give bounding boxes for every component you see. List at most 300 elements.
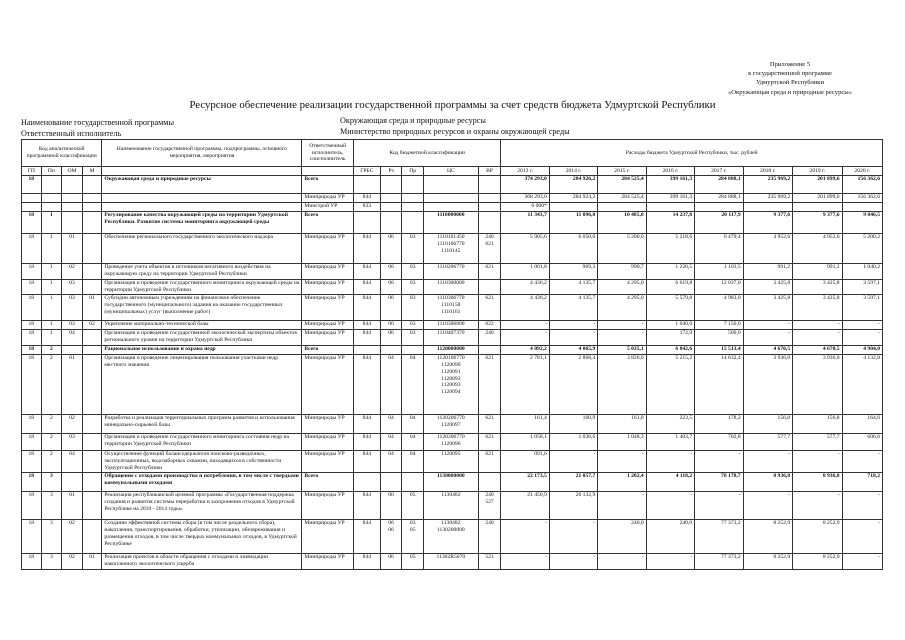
table-cell: 4 295,0 [598, 294, 646, 320]
table-cell: 284 926,2 [549, 176, 597, 194]
table-cell: 844 [353, 329, 380, 345]
table-cell: 3 425,8 [743, 280, 792, 295]
table-cell: - [842, 519, 882, 553]
table-cell: 500,0 [695, 329, 743, 345]
table-cell: 621 [478, 264, 501, 280]
table-row [22, 294, 883, 320]
table-cell [102, 203, 302, 212]
table-cell: 1 [41, 329, 62, 345]
table-cell: 172,9 [646, 329, 694, 345]
table-cell: - [743, 320, 792, 329]
table-cell: 521 [478, 553, 501, 569]
table-cell: 161,8 [598, 414, 646, 433]
table-cell [82, 329, 102, 345]
appendix-line: к государственной программе [748, 70, 832, 78]
table-cell: 3 [41, 472, 62, 491]
table-cell: - [549, 519, 597, 553]
table-cell: - [501, 329, 549, 345]
table-cell [402, 345, 424, 354]
table-cell: 1130482 [424, 491, 479, 519]
table-row [22, 354, 883, 414]
table-cell: 06 [380, 264, 402, 280]
table-cell: - [501, 320, 549, 329]
column-header: Пп [41, 167, 62, 176]
table-cell [82, 354, 102, 414]
table-cell: 03 05 [402, 519, 424, 553]
table-cell: - [549, 553, 597, 569]
table-cell [82, 212, 102, 234]
column-header: ГРБС [353, 167, 380, 176]
table-cell: - [598, 553, 646, 569]
table-cell: - [501, 553, 549, 569]
table-cell: 240,0 [646, 519, 694, 553]
table-cell: 1120106770 1120090 1120091 1120092 1120093 1120094 [424, 354, 479, 414]
table-cell: 1 040,0 [646, 320, 694, 329]
table-row [22, 176, 883, 194]
table-cell: 990,7 [598, 264, 646, 280]
table-cell: 1 [41, 280, 62, 295]
table-cell: 621 [478, 433, 501, 450]
table-cell: 03 [62, 280, 83, 295]
table-cell: 03 [402, 234, 424, 264]
table-cell [82, 203, 102, 212]
table-cell: 156 362,6 [842, 176, 882, 194]
table-cell: Минприроды УР [302, 194, 354, 203]
table-cell: 18 [22, 176, 42, 194]
table-cell: 06 [380, 280, 402, 295]
table-cell: 18 [22, 491, 42, 519]
table-cell: - [501, 519, 549, 553]
column-header-empty [102, 167, 302, 176]
table-row [22, 345, 883, 354]
table-cell: 844 [353, 553, 380, 569]
table-cell: 844 [353, 280, 380, 295]
table-cell: 18 [22, 472, 42, 491]
table-cell [41, 194, 62, 203]
table-cell [424, 176, 479, 194]
table-cell: Минприроды УР [302, 280, 354, 295]
table-row [22, 553, 883, 569]
table-cell [62, 176, 83, 194]
table-cell: - [646, 491, 694, 519]
table-cell: 4 132,8 [842, 354, 882, 414]
table-cell: 156,8 [743, 414, 792, 433]
table-cell: 14 237,8 [646, 212, 694, 234]
table-row [22, 264, 883, 280]
table-cell: 01 [62, 234, 83, 264]
table-cell: 18 [22, 294, 42, 320]
table-cell: 399 161,3 [646, 176, 694, 194]
table-cell: 844 [353, 354, 380, 414]
table-cell: 844 [353, 450, 380, 472]
table-cell: 4 436,2 [501, 280, 549, 295]
table-cell [743, 203, 792, 212]
table-cell: 21 450,9 [501, 491, 549, 519]
table-cell: Реализация проектов в области обращения с отходами и ликвидации накопленного экологического ущерба [102, 553, 302, 569]
table-cell [41, 176, 62, 194]
table-cell: 06 [380, 491, 402, 519]
table-cell [380, 472, 402, 491]
table-cell: - [743, 491, 792, 519]
table-cell: 4 904,0 [842, 345, 882, 354]
table-cell: Минприроды УР [302, 234, 354, 264]
column-header: ЦС [424, 167, 479, 176]
table-cell [402, 203, 424, 212]
table-cell: 21 057,7 [549, 472, 597, 491]
table-cell [82, 433, 102, 450]
table-cell: 14 632,4 [695, 354, 743, 414]
table-row [22, 234, 883, 264]
table-cell: 240,0 [598, 519, 646, 553]
table-cell: 3 425,8 [793, 280, 842, 295]
table-cell: 844 [353, 519, 380, 553]
table-cell: - [793, 450, 842, 472]
table-cell: 01 [62, 354, 83, 414]
table-row [22, 280, 883, 295]
table-cell: 4 135,7 [549, 280, 597, 295]
table-cell [82, 194, 102, 203]
table-cell: 1 [41, 294, 62, 320]
table-cell [353, 212, 380, 234]
table-cell: Минприроды УР [302, 433, 354, 450]
header-code-class: Код аналитической программной классификации [22, 140, 102, 167]
column-header: 2018 г. [743, 167, 792, 176]
table-row [22, 320, 883, 329]
table-cell: - [793, 491, 842, 519]
table-cell [402, 194, 424, 203]
column-header: ОМ [62, 167, 83, 176]
table-cell: 04 [380, 354, 402, 414]
table-cell: 2 [41, 433, 62, 450]
table-cell: 4 952,6 [743, 234, 792, 264]
table-cell: 240 621 [478, 234, 501, 264]
table-cell: 02 [62, 519, 83, 553]
table-cell [353, 345, 380, 354]
table-cell: 6 050,0 [549, 234, 597, 264]
table-cell: 03 [402, 294, 424, 320]
table-cell: Рациональное использование и охрана недр [102, 345, 302, 354]
program-value: Окружающая среда и природные ресурсы [340, 116, 486, 125]
table-cell: 18 [22, 345, 42, 354]
table-cell: 2 [41, 414, 62, 433]
table-cell [424, 194, 479, 203]
table-cell: 3 425,8 [793, 294, 842, 320]
table-cell: 606,6 [842, 433, 882, 450]
column-header: ВР [478, 167, 501, 176]
table-cell [82, 414, 102, 433]
table-cell: 1 [41, 320, 62, 329]
table-cell: Укрепление материально-технической базы [102, 320, 302, 329]
table-cell: 3 597,1 [842, 280, 882, 295]
table-cell: - [793, 329, 842, 345]
table-cell: 201 899,6 [793, 176, 842, 194]
table-cell: 4 295,0 [598, 280, 646, 295]
table-row [22, 491, 883, 519]
table-cell: - [743, 329, 792, 345]
table-cell: 06 06 [380, 519, 402, 553]
table-cell [380, 194, 402, 203]
table-cell: 04 [402, 450, 424, 472]
table-cell: 04 [62, 450, 83, 472]
table-cell: - [549, 320, 597, 329]
table-cell: 77 373,2 [695, 519, 743, 553]
table-cell: Минприроды УР [302, 519, 354, 553]
table-cell [478, 194, 501, 203]
table-cell: 04 [380, 433, 402, 450]
table-cell: 6 842,6 [646, 345, 694, 354]
table-cell: 18 [22, 354, 42, 414]
table-cell: 04 [62, 329, 83, 345]
table-cell [41, 203, 62, 212]
table-cell: - [842, 491, 882, 519]
table-cell [22, 203, 42, 212]
column-header-empty [302, 167, 354, 176]
table-cell: 8 252,9 [793, 519, 842, 553]
table-cell: - [598, 491, 646, 519]
table-cell [380, 203, 402, 212]
table-cell: - [743, 450, 792, 472]
table-cell: Всего [302, 345, 354, 354]
table-cell: - [549, 329, 597, 345]
table-cell: Обращение с отходами производства и потребления, в том числе с твердыми коммунальными отходами [102, 472, 302, 491]
table-cell: Обеспечение регионального государственного экологического надзора [102, 234, 302, 264]
table-cell: 621 [478, 294, 501, 320]
table-cell [82, 345, 102, 354]
table-cell: 5 200,2 [842, 234, 882, 264]
table-cell: 833 [353, 203, 380, 212]
table-cell: 621 [478, 354, 501, 414]
table-cell: 01 [82, 553, 102, 569]
table-cell: Минприроды УР [302, 294, 354, 320]
appendix-line: Приложение 5 [769, 61, 811, 68]
table-cell: Организация и проведение лицензирования пользования участками недр местного значения [102, 354, 302, 414]
table-cell [82, 519, 102, 553]
table-cell [695, 203, 743, 212]
table-cell: - [842, 450, 882, 472]
table-cell: 03 [402, 329, 424, 345]
table-cell [82, 176, 102, 194]
table-cell: 4 118,2 [646, 472, 694, 491]
column-header: ГП [22, 167, 42, 176]
table-cell: Проведение учета объектов и источников негативного воздействия на окружающую среду на территории Удмуртской Республики [102, 264, 302, 280]
table-cell: 77 373,2 [695, 553, 743, 569]
table-cell: 02 [62, 264, 83, 280]
table-cell: 04 [402, 414, 424, 433]
table-cell: 6 479,4 [695, 234, 743, 264]
table-cell: 03 [402, 320, 424, 329]
table-cell [82, 234, 102, 264]
column-header: 2014 г. [549, 167, 597, 176]
table-row [22, 212, 883, 234]
table-cell: 969,3 [549, 264, 597, 280]
table-cell: 3 [41, 553, 62, 569]
table-cell: 4 092,2 [501, 345, 549, 354]
appendix-line: «Окружающая среда и природные ресурсы» [727, 88, 853, 96]
table-cell: 374 293,0 [501, 176, 549, 194]
table-cell [478, 203, 501, 212]
table-cell: - [695, 491, 743, 519]
table-cell [62, 203, 83, 212]
table-cell: 1120000000 [424, 345, 479, 354]
table-cell: 844 [353, 194, 380, 203]
table-cell: 4 135,7 [549, 294, 597, 320]
table-cell: 1 403,7 [646, 433, 694, 450]
table-cell [62, 212, 83, 234]
column-header: Рз [380, 167, 402, 176]
table-cell: 05 [402, 553, 424, 569]
table-cell: 2 [41, 450, 62, 472]
table-cell: 3 936,0 [793, 354, 842, 414]
column-header: М [82, 167, 102, 176]
table-cell [82, 472, 102, 491]
table-cell: 284 888,1 [695, 176, 743, 194]
table-cell: 4 983,0 [695, 294, 743, 320]
table-cell [478, 176, 501, 194]
table-cell [646, 203, 694, 212]
table-cell: - [598, 450, 646, 472]
table-cell [82, 491, 102, 519]
table-cell: 178,2 [695, 414, 743, 433]
table-cell: 091,6 [501, 450, 549, 472]
table-cell: 22 173,5 [501, 472, 549, 491]
table-cell: 1110306770 1110158 1110161 [424, 294, 479, 320]
table-cell [102, 194, 302, 203]
table-cell: Минприроды УР [302, 450, 354, 472]
table-cell: 235 969,2 [743, 194, 792, 203]
table-cell: 15 513,4 [695, 345, 743, 354]
table-cell: Минприроды УР [302, 354, 354, 414]
table-cell: 3 [41, 491, 62, 519]
column-header: 2020 г. [842, 167, 882, 176]
table-cell: 18 [22, 320, 42, 329]
table-cell: 02 [62, 414, 83, 433]
table-cell: 01 [62, 491, 83, 519]
table-cell: 1 [41, 212, 62, 234]
table-cell: 78 178,7 [695, 472, 743, 491]
table-cell: 844 [353, 320, 380, 329]
table-row [22, 329, 883, 345]
table-cell [62, 194, 83, 203]
table-cell: 2 [41, 345, 62, 354]
table-cell: 3 826,0 [598, 354, 646, 414]
table-cell: 3 936,0 [743, 354, 792, 414]
table-cell: 3 425,8 [743, 294, 792, 320]
table-cell: 240 527 [478, 491, 501, 519]
table-cell: 03 [62, 320, 83, 329]
table-cell: 1110101450 1110106770 1110145 [424, 234, 479, 264]
table-cell: 03 [62, 433, 83, 450]
table-cell: 235 969,2 [743, 176, 792, 194]
table-cell: 04 [380, 414, 402, 433]
table-cell [793, 203, 842, 212]
column-header: 2019 г. [793, 167, 842, 176]
table-cell: Всего [302, 176, 354, 194]
table-cell [478, 280, 501, 295]
table-cell: Осуществление функций балансодержателя поисково-разведочных, эксплуатационных, водозаборных скважин, находящихся в собственности Удмуртской Республики [102, 450, 302, 472]
table-cell: - [646, 553, 694, 569]
table-row [22, 472, 883, 491]
table-cell: 622 [478, 320, 501, 329]
header-executor: Ответственный исполнитель, соисполнитель [302, 140, 354, 167]
table-cell: 1120206770 1120097 [424, 414, 479, 433]
table-cell: 1120095 [424, 450, 479, 472]
table-cell [402, 472, 424, 491]
table-cell: 1130000000 [424, 472, 479, 491]
table-cell: - [549, 450, 597, 472]
table-cell: 18 [22, 212, 42, 234]
table-cell [478, 212, 501, 234]
table-cell: 160,9 [549, 414, 597, 433]
table-cell: 18 [22, 553, 42, 569]
table-cell: Реализация республиканской целевой программы «Государственная поддержка создания и развития системы переработки и захоронения отходов в Удмуртской Республике на 2010 - 2014 годы» [102, 491, 302, 519]
table-cell: 11302R5070 [424, 553, 479, 569]
table-cell [22, 194, 42, 203]
table-cell: 1 048,3 [598, 433, 646, 450]
table-cell: Субсидии автономным учреждениям на финансовое обеспечение государственного (муниципального) задания на оказание государственных (муниципальных) услуг (выполнение работ) [102, 294, 302, 320]
table-cell: 3 597,1 [842, 294, 882, 320]
table-cell [478, 345, 501, 354]
table-cell [380, 212, 402, 234]
table-cell: 2 781,1 [501, 354, 549, 414]
table-cell: 1 103,5 [695, 264, 743, 280]
table-row [22, 519, 883, 553]
table-cell: 577,7 [793, 433, 842, 450]
table-cell: 6 619,8 [646, 280, 694, 295]
table-cell: 4 436,2 [501, 294, 549, 320]
table-cell: 991,2 [793, 264, 842, 280]
table-cell: 04 [380, 450, 402, 472]
table-cell: 1110306800 [424, 320, 479, 329]
table-cell: - [842, 553, 882, 569]
table-cell: 18 [22, 519, 42, 553]
table-cell: 8 252,9 [743, 519, 792, 553]
table-cell: 6 000* [501, 203, 549, 212]
table-cell: 621 [478, 450, 501, 472]
table-cell [402, 176, 424, 194]
table-cell: 01 [82, 294, 102, 320]
table-cell [62, 472, 83, 491]
table-cell: 18 [22, 450, 42, 472]
table-cell: 03 [402, 264, 424, 280]
table-cell: 03 [62, 294, 83, 320]
table-cell: 18 [22, 280, 42, 295]
table-row [22, 433, 883, 450]
table-cell: 9 377,6 [743, 212, 792, 234]
table-cell: - [793, 320, 842, 329]
table-row [22, 194, 883, 203]
table-cell: 04 [402, 354, 424, 414]
table-cell: 1130482 1130200000 [424, 519, 479, 553]
column-header: 2017 г. [695, 167, 743, 176]
table-cell: 1110300000 [424, 280, 479, 295]
table-cell: Окружающая среда и природные ресурсы [102, 176, 302, 194]
table-cell: 844 [353, 264, 380, 280]
table-cell: Всего [302, 472, 354, 491]
table-cell: Минприроды УР [302, 329, 354, 345]
table-cell: 284 888,1 [695, 194, 743, 203]
table-cell: 4 670,5 [743, 345, 792, 354]
column-header: Пр [402, 167, 424, 176]
table-cell: 12 037,0 [695, 280, 743, 295]
table-cell: 164,6 [842, 414, 882, 433]
table-cell: 1 [41, 264, 62, 280]
table-cell [842, 203, 882, 212]
table-cell: 2 [41, 354, 62, 414]
table-cell: 06 [380, 329, 402, 345]
table-cell [424, 203, 479, 212]
table-cell: 844 [353, 433, 380, 450]
table-cell [380, 345, 402, 354]
